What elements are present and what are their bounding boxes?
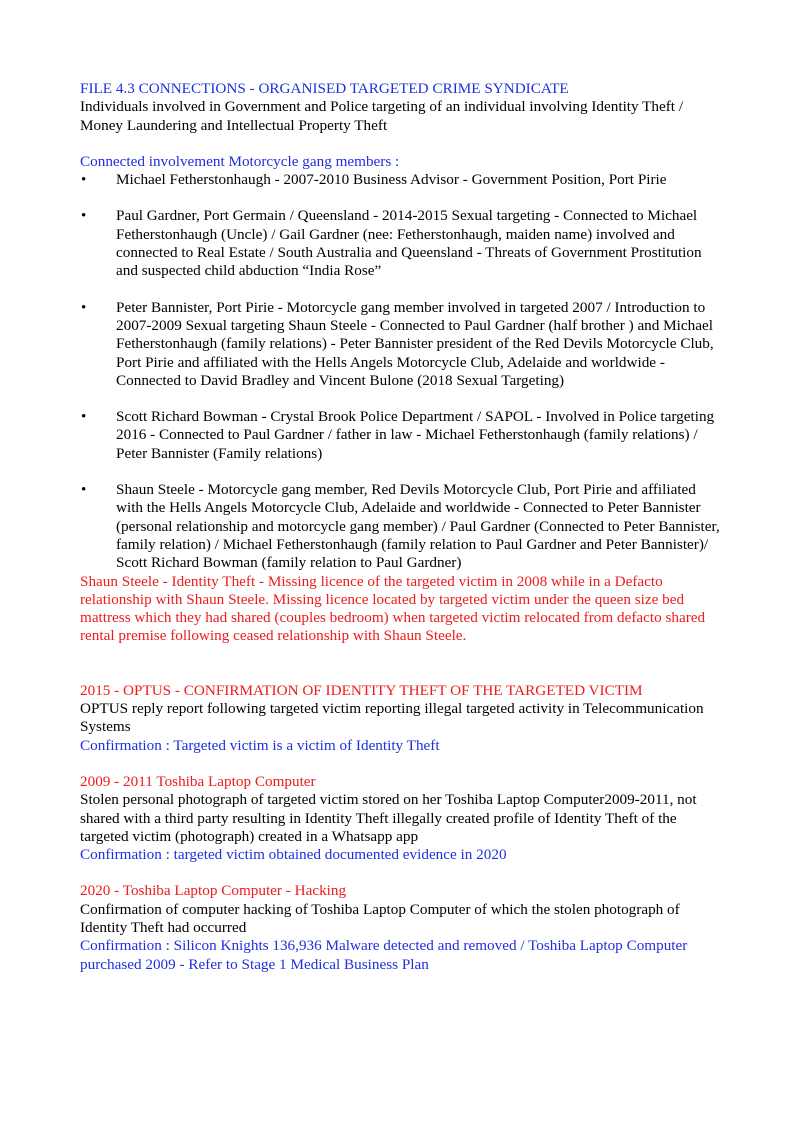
bullet-item xyxy=(80,481,720,572)
bullet-icon: • xyxy=(81,408,87,426)
document-title: FILE 4.3 CONNECTIONS - ORGANISED TARGETED CRIME SYNDICATE xyxy=(80,80,569,97)
section-heading: 2020 - Toshiba Laptop Computer - Hacking xyxy=(80,882,347,900)
section-confirmation: Confirmation : targeted victim obtained documented evidence in 2020 xyxy=(80,846,507,864)
bullet-text: Paul Gardner, Port Germain / Queensland - 2014-2015 Sexual targeting - Connected to Michael Fetherstonhaugh (Uncle) / Gail Gardner (nee: Fetherstonhaugh, maiden name) involved and connected to Real Estate / South Australia and Queensland - Threats of Government Prostitution and suspected child abduction “India Rose” xyxy=(116,207,702,280)
bullet-item xyxy=(80,408,720,463)
bullet-item xyxy=(80,171,720,189)
spacer xyxy=(80,390,720,408)
section-body: Stolen personal photograph of targeted victim stored on her Toshiba Laptop Computer2009-2011, not shared with a third party resulting in Identity Theft illegally created profile of Identity Theft of the targeted victim (photograph) created in a Whatsapp app xyxy=(80,791,697,845)
bullet-item xyxy=(80,299,720,390)
spacer xyxy=(80,135,720,153)
intro-text: Individuals involved in Government and Police targeting of an individual involving Identity Theft / Money Laundering and Intellectual Property Theft xyxy=(80,98,684,134)
bullet-icon: • xyxy=(81,171,87,189)
bullet-text: Peter Bannister, Port Pirie - Motorcycle gang member involved in targeted 2007 / Introduction to 2007-2009 Sexual targeting Shaun Steele - Connected to Paul Gardner (half brother ) and Michael Fetherstonhaugh (family relations) - Peter Bannister president of the Red Devils Motorcycle Club, Port Pirie and affiliated with the Hells Angels Motorcycle Club, Adelaide and worldwide - Connected to David Bradley and Vincent Bulone (2018 Sexual Targeting) xyxy=(116,298,714,389)
steele-identity-theft-note: Shaun Steele - Identity Theft - Missing licence of the targeted victim in 2008 while in a Defacto relationship with Shaun Steele. Missing licence located by targeted victim under the queen size bed mattress which they had shared (couples bedroom) when targeted victim relocated from defacto shared rental premise following ceased relationship with Shaun Steele. xyxy=(80,572,706,645)
bullet-text: Shaun Steele - Motorcycle gang member, Red Devils Motorcycle Club, Port Pirie and affiliated with the Hells Angels Motorcycle Club, Adelaide and worldwide - Connected to Peter Bannister (personal relationship and motorcycle gang member) / Paul Gardner (Connected to Peter Bannister, family relation) / Michael Fetherstonhaugh (family relation to Paul Gardner and Peter Bannister)/ Scott Richard Bowman (family relation to Paul Gardner) xyxy=(116,481,720,572)
spacer xyxy=(80,664,720,682)
bullet-icon: • xyxy=(81,207,87,225)
spacer xyxy=(80,463,720,481)
connected-heading: Connected involvement Motorcycle gang members : xyxy=(80,152,400,170)
bullet-icon: • xyxy=(81,481,87,499)
section-body: Confirmation of computer hacking of Toshiba Laptop Computer of which the stolen photograph of Identity Theft had occurred xyxy=(80,900,680,936)
bullet-item xyxy=(80,207,720,280)
section-heading: 2015 - OPTUS - CONFIRMATION OF IDENTITY THEFT OF THE TARGETED VICTIM xyxy=(80,681,643,699)
section-body: OPTUS reply report following targeted victim reporting illegal targeted activity in Telecommunication Systems xyxy=(80,700,704,736)
spacer xyxy=(80,189,720,207)
spacer xyxy=(80,864,720,882)
section-confirmation: Confirmation : Targeted victim is a victim of Identity Theft xyxy=(80,736,440,754)
bullet-icon: • xyxy=(81,298,87,316)
bullet-text: Scott Richard Bowman - Crystal Brook Police Department / SAPOL - Involved in Police targeting 2016 - Connected to Paul Gardner / father in law - Michael Fetherstonhaugh (family relations) / Peter Bannister (Family relations) xyxy=(116,408,715,462)
section-confirmation: Confirmation : Silicon Knights 136,936 Malware detected and removed / Toshiba Laptop Computer purchased 2009 - Refer to Stage 1 Medical Business Plan xyxy=(80,937,688,973)
bullet-text: Michael Fetherstonhaugh - 2007-2010 Business Advisor - Government Position, Port Pirie xyxy=(116,171,667,189)
section-heading: 2009 - 2011 Toshiba Laptop Computer xyxy=(80,772,316,790)
document-page xyxy=(80,80,720,974)
spacer xyxy=(80,281,720,299)
spacer xyxy=(80,646,720,664)
spacer xyxy=(80,755,720,773)
